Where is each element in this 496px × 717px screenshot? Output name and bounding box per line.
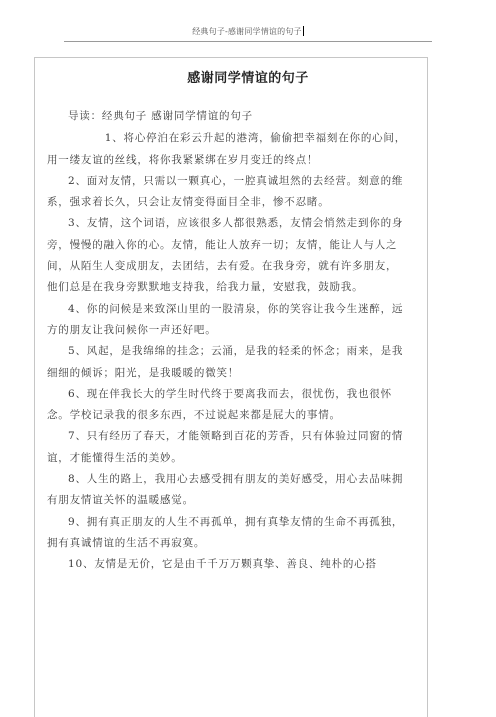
paragraph-10: 10、友情是无价，它是由千千万万颗真挚、善良、纯朴的心搭	[68, 558, 377, 571]
paragraph-4: 4、你的问候是来致深山里的一股清泉，你的笑容让我今生迷醉，远方的朋友让我问候你一声还好吧。	[47, 302, 404, 336]
paragraph-9: 9、拥有真正朋友的人生不再孤单，拥有真挚友情的生命不再孤独，拥有真诚情谊的生活不再寂寞。	[47, 515, 404, 549]
paragraph-6: 6、现在伴我长大的学生时代终于要离我而去，很忧伤，我也很怀念。学校记录我的很多东西，不过说起来都是屁大的事情。	[47, 387, 392, 422]
document-body	[47, 106, 407, 576]
intro-line: 导读：经典句子 感谢同学情谊的句子	[68, 110, 253, 122]
paragraph-8: 8、人生的路上，我用心去感受拥有朋友的美好感受，用心去品味拥有朋友情谊关怀的温暖感觉。	[47, 473, 404, 507]
paragraph-7: 7、只有经历了春天，才能领略到百花的芳香，只有体验过同窗的情谊，才能懂得生活的美妙。	[47, 430, 404, 464]
paragraph-1: 1、将心停泊在彩云升起的港湾，偷偷把幸福刻在你的心间，用一缕友谊的丝线，将你我紧紧绑在岁月变迁的终点！	[47, 132, 407, 166]
paragraph-3: 3、友情，这个词语，应该很多人都很熟悉，友情会悄然走到你的身旁，慢慢的融入你的心。友情，能让人放弃一切；友情，能让人与人之间，从陌生人变成朋友，去团结，去有爱。在我身旁，就有许多朋友，他们总是在我身旁默默地支持我，给我力量，安慰我，鼓励我。	[47, 217, 404, 294]
header-rule	[64, 41, 432, 42]
document-title: 感谢同学情谊的句子	[187, 71, 309, 86]
paragraph-5: 5、风起，是我绵绵的挂念；云涌，是我的轻柔的怀念；雨来，是我细细的倾诉；阳光，是我暖暖的微笑！	[47, 345, 404, 379]
running-header-text: 经典句子-感谢同学情谊的句子	[192, 27, 302, 36]
text-cursor	[303, 26, 304, 36]
paragraph-2: 2、面对友情，只需以一颗真心，一腔真诚坦然的去经营。刻意的维系，强求着长久，只会让友情变得面目全非，惨不忍睹。	[47, 174, 404, 209]
running-header	[0, 26, 496, 37]
